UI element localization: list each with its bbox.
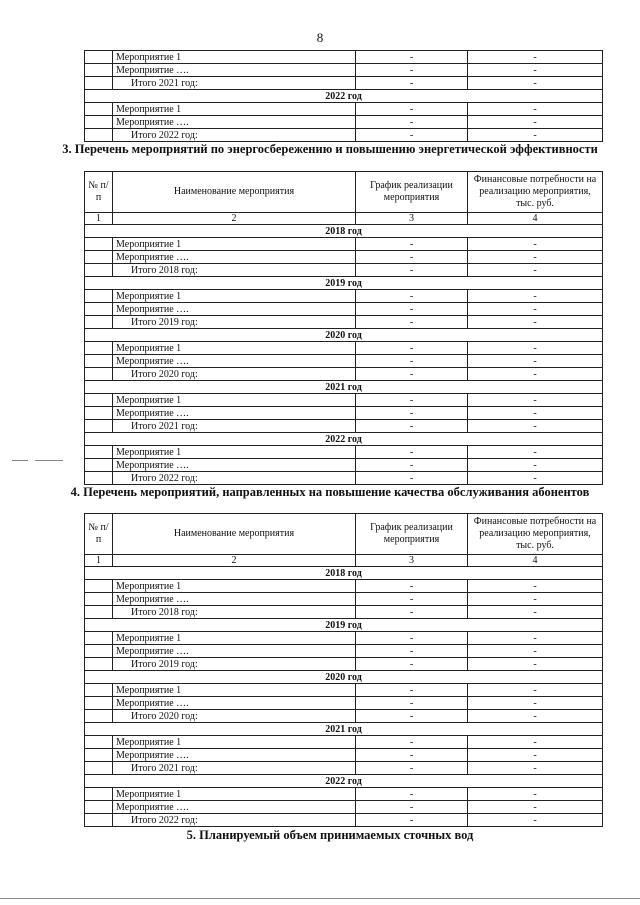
table-row xyxy=(85,446,603,459)
schedule-cell: - xyxy=(356,749,468,762)
page-number: 8 xyxy=(316,30,324,45)
table-row xyxy=(85,645,603,658)
schedule-cell: - xyxy=(356,251,468,264)
finance-cell: - xyxy=(468,632,603,645)
finance-cell: - xyxy=(468,129,603,142)
schedule-cell: - xyxy=(356,355,468,368)
schedule-cell: - xyxy=(356,580,468,593)
activity-name: Мероприятие …. xyxy=(113,645,356,658)
finance-cell: - xyxy=(468,368,603,381)
activity-name: Мероприятие 1 xyxy=(113,580,356,593)
header-num: № п/п xyxy=(85,514,113,555)
finance-cell: - xyxy=(468,64,603,77)
table-row xyxy=(85,51,603,64)
table-row xyxy=(85,684,603,697)
total-label: Итого 2018 год: xyxy=(113,264,356,277)
activity-name: Мероприятие 1 xyxy=(113,684,356,697)
schedule-cell: - xyxy=(356,684,468,697)
schedule-cell: - xyxy=(356,64,468,77)
total-row xyxy=(85,658,603,671)
table-row xyxy=(85,801,603,814)
schedule-cell: - xyxy=(356,814,468,827)
year-row xyxy=(85,277,603,290)
column-number: 2 xyxy=(113,213,356,225)
header-num: № п/п xyxy=(85,172,113,213)
total-row xyxy=(85,472,603,485)
total-label: Итого 2020 год: xyxy=(113,710,356,723)
year-row xyxy=(85,225,603,238)
table-row xyxy=(85,251,603,264)
year-row xyxy=(85,723,603,736)
year-label: 2018 год xyxy=(85,567,603,580)
schedule-cell: - xyxy=(356,51,468,64)
schedule-cell: - xyxy=(356,459,468,472)
table-row xyxy=(85,303,603,316)
finance-cell: - xyxy=(468,355,603,368)
table-row xyxy=(85,290,603,303)
finance-cell: - xyxy=(468,407,603,420)
table-row xyxy=(85,394,603,407)
finance-cell: - xyxy=(468,645,603,658)
finance-cell: - xyxy=(468,251,603,264)
column-number: 3 xyxy=(356,555,468,567)
activity-name: Мероприятие …. xyxy=(113,459,356,472)
table-row xyxy=(85,116,603,129)
schedule-cell: - xyxy=(356,632,468,645)
year-row xyxy=(85,775,603,788)
column-number: 2 xyxy=(113,555,356,567)
finance-cell: - xyxy=(468,472,603,485)
year-row xyxy=(85,90,603,103)
activity-name: Мероприятие 1 xyxy=(113,342,356,355)
activity-name: Мероприятие …. xyxy=(113,116,356,129)
activity-name: Мероприятие …. xyxy=(113,64,356,77)
activity-name: Мероприятие 1 xyxy=(113,290,356,303)
finance-cell: - xyxy=(468,593,603,606)
year-label: 2021 год xyxy=(85,723,603,736)
schedule-cell: - xyxy=(356,316,468,329)
total-label: Итого 2020 год: xyxy=(113,368,356,381)
total-row xyxy=(85,710,603,723)
finance-cell: - xyxy=(468,316,603,329)
activity-name: Мероприятие …. xyxy=(113,251,356,264)
year-label: 2022 год xyxy=(85,775,603,788)
finance-cell: - xyxy=(468,606,603,619)
schedule-cell: - xyxy=(356,290,468,303)
finance-cell: - xyxy=(468,103,603,116)
table-row xyxy=(85,342,603,355)
schedule-cell: - xyxy=(356,472,468,485)
finance-cell: - xyxy=(468,684,603,697)
activity-name: Мероприятие …. xyxy=(113,801,356,814)
column-number: 1 xyxy=(85,213,113,225)
section-4-title: 4. Перечень мероприятий, направленных на повышение качества обслуживания абонентов xyxy=(70,485,590,499)
total-label: Итого 2021 год: xyxy=(113,77,356,90)
column-number: 4 xyxy=(468,555,603,567)
column-number: 4 xyxy=(468,213,603,225)
schedule-cell: - xyxy=(356,129,468,142)
year-row xyxy=(85,671,603,684)
year-row xyxy=(85,619,603,632)
year-label: 2021 год xyxy=(85,381,603,394)
year-label: 2018 год xyxy=(85,225,603,238)
year-label: 2019 год xyxy=(85,277,603,290)
finance-cell: - xyxy=(468,788,603,801)
total-row xyxy=(85,129,603,142)
table-row xyxy=(85,697,603,710)
total-row xyxy=(85,762,603,775)
activity-name: Мероприятие 1 xyxy=(113,632,356,645)
header-schedule: График реализации мероприятия xyxy=(356,172,468,213)
table-row xyxy=(85,736,603,749)
schedule-cell: - xyxy=(356,407,468,420)
table-row xyxy=(85,355,603,368)
year-row xyxy=(85,381,603,394)
activity-name: Мероприятие 1 xyxy=(113,788,356,801)
table-row xyxy=(85,238,603,251)
bottom-rule xyxy=(0,898,640,899)
total-label: Итого 2022 год: xyxy=(113,129,356,142)
column-number: 1 xyxy=(85,555,113,567)
total-label: Итого 2022 год: xyxy=(113,472,356,485)
finance-cell: - xyxy=(468,446,603,459)
activity-name: Мероприятие 1 xyxy=(113,394,356,407)
column-number: 3 xyxy=(356,213,468,225)
table-row xyxy=(85,593,603,606)
activity-name: Мероприятие 1 xyxy=(113,446,356,459)
finance-cell: - xyxy=(468,342,603,355)
total-row xyxy=(85,264,603,277)
section-3-title: 3. Перечень мероприятий по энергосбережению и повышению энергетической эффективности xyxy=(62,142,598,156)
schedule-cell: - xyxy=(356,710,468,723)
schedule-cell: - xyxy=(356,394,468,407)
activity-name: Мероприятие …. xyxy=(113,749,356,762)
finance-cell: - xyxy=(468,801,603,814)
activity-name: Мероприятие …. xyxy=(113,407,356,420)
year-row xyxy=(85,567,603,580)
schedule-cell: - xyxy=(356,77,468,90)
schedule-cell: - xyxy=(356,264,468,277)
section-4-table xyxy=(84,513,603,827)
table-row xyxy=(85,459,603,472)
finance-cell: - xyxy=(468,658,603,671)
finance-cell: - xyxy=(468,749,603,762)
column-number-row xyxy=(85,213,603,225)
year-row xyxy=(85,329,603,342)
schedule-cell: - xyxy=(356,342,468,355)
total-label: Итого 2019 год: xyxy=(113,316,356,329)
finance-cell: - xyxy=(468,238,603,251)
table-row xyxy=(85,580,603,593)
year-row xyxy=(85,433,603,446)
schedule-cell: - xyxy=(356,788,468,801)
finance-cell: - xyxy=(468,762,603,775)
section-3-table xyxy=(84,171,603,485)
schedule-cell: - xyxy=(356,606,468,619)
total-label: Итого 2021 год: xyxy=(113,420,356,433)
section-5-title: 5. Планируемый объем принимаемых сточных вод xyxy=(186,828,474,842)
schedule-cell: - xyxy=(356,645,468,658)
margin-mark xyxy=(35,460,63,461)
total-label: Итого 2022 год: xyxy=(113,814,356,827)
finance-cell: - xyxy=(468,77,603,90)
total-label: Итого 2018 год: xyxy=(113,606,356,619)
finance-cell: - xyxy=(468,303,603,316)
table-row xyxy=(85,103,603,116)
total-label: Итого 2019 год: xyxy=(113,658,356,671)
finance-cell: - xyxy=(468,290,603,303)
schedule-cell: - xyxy=(356,658,468,671)
finance-cell: - xyxy=(468,736,603,749)
finance-cell: - xyxy=(468,264,603,277)
finance-cell: - xyxy=(468,814,603,827)
finance-cell: - xyxy=(468,710,603,723)
header-name: Наименование мероприятия xyxy=(113,172,356,213)
schedule-cell: - xyxy=(356,446,468,459)
schedule-cell: - xyxy=(356,697,468,710)
table-row xyxy=(85,407,603,420)
schedule-cell: - xyxy=(356,762,468,775)
activity-name: Мероприятие 1 xyxy=(113,51,356,64)
header-finance: Финансовые потребности на реализацию мероприятия, тыс. руб. xyxy=(468,172,603,213)
schedule-cell: - xyxy=(356,593,468,606)
year-label: 2022 год xyxy=(85,90,603,103)
finance-cell: - xyxy=(468,580,603,593)
total-row xyxy=(85,814,603,827)
finance-cell: - xyxy=(468,697,603,710)
activity-name: Мероприятие …. xyxy=(113,355,356,368)
schedule-cell: - xyxy=(356,238,468,251)
total-row xyxy=(85,606,603,619)
margin-mark xyxy=(12,460,28,461)
header-schedule: График реализации мероприятия xyxy=(356,514,468,555)
year-label: 2020 год xyxy=(85,671,603,684)
total-row xyxy=(85,77,603,90)
total-row xyxy=(85,368,603,381)
schedule-cell: - xyxy=(356,116,468,129)
header-row xyxy=(85,172,603,213)
schedule-cell: - xyxy=(356,736,468,749)
table-row xyxy=(85,64,603,77)
header-finance: Финансовые потребности на реализацию мероприятия, тыс. руб. xyxy=(468,514,603,555)
table-row xyxy=(85,749,603,762)
table-row xyxy=(85,788,603,801)
activity-name: Мероприятие …. xyxy=(113,303,356,316)
schedule-cell: - xyxy=(356,801,468,814)
header-name: Наименование мероприятия xyxy=(113,514,356,555)
header-row xyxy=(85,514,603,555)
activity-name: Мероприятие …. xyxy=(113,593,356,606)
finance-cell: - xyxy=(468,459,603,472)
activity-name: Мероприятие 1 xyxy=(113,736,356,749)
finance-cell: - xyxy=(468,394,603,407)
column-number-row xyxy=(85,555,603,567)
table-row xyxy=(85,632,603,645)
finance-cell: - xyxy=(468,420,603,433)
year-label: 2019 год xyxy=(85,619,603,632)
total-label: Итого 2021 год: xyxy=(113,762,356,775)
schedule-cell: - xyxy=(356,103,468,116)
year-label: 2022 год xyxy=(85,433,603,446)
year-label: 2020 год xyxy=(85,329,603,342)
total-row xyxy=(85,420,603,433)
finance-cell: - xyxy=(468,51,603,64)
activity-name: Мероприятие 1 xyxy=(113,103,356,116)
total-row xyxy=(85,316,603,329)
schedule-cell: - xyxy=(356,303,468,316)
schedule-cell: - xyxy=(356,368,468,381)
finance-cell: - xyxy=(468,116,603,129)
activity-name: Мероприятие …. xyxy=(113,697,356,710)
schedule-cell: - xyxy=(356,420,468,433)
activity-name: Мероприятие 1 xyxy=(113,238,356,251)
continuation-table xyxy=(84,50,603,142)
